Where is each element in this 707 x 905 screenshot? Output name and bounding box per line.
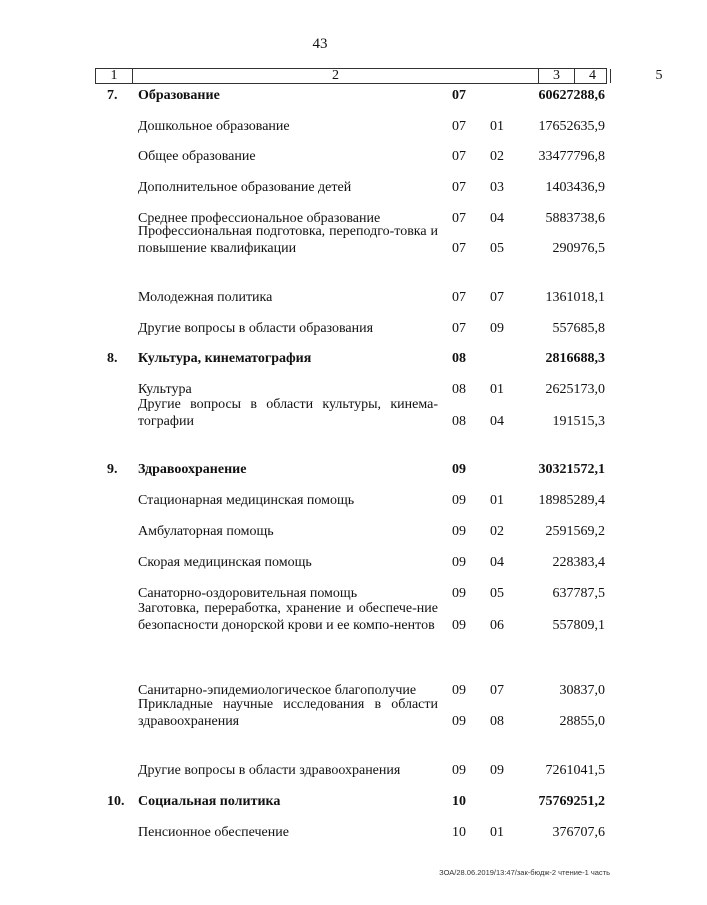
row-name: Прикладные научные исследования в области здравоохранения bbox=[138, 697, 438, 729]
amount: 28855,0 bbox=[559, 714, 605, 729]
subsection-code: 01 bbox=[490, 119, 504, 134]
subsection-code: 05 bbox=[490, 586, 504, 601]
row-number: 8. bbox=[107, 351, 118, 366]
amount: 557809,1 bbox=[552, 618, 605, 633]
subsection-code: 09 bbox=[490, 763, 504, 778]
subsection-code: 01 bbox=[490, 493, 504, 508]
row-name: Другие вопросы в области здравоохранения bbox=[138, 763, 401, 778]
header-col-3: 3 bbox=[553, 68, 560, 83]
section-code: 07 bbox=[452, 241, 466, 256]
row-name: Санаторно-оздоровительная помощь bbox=[138, 586, 358, 601]
subsection-code: 09 bbox=[490, 321, 504, 336]
amount: 5883738,6 bbox=[545, 211, 605, 226]
header-col-4: 4 bbox=[589, 68, 596, 83]
row-name: Образование bbox=[138, 88, 220, 103]
section-code: 07 bbox=[452, 290, 466, 305]
subsection-code: 03 bbox=[490, 180, 504, 195]
section-code: 08 bbox=[452, 382, 466, 397]
section-code: 07 bbox=[452, 211, 466, 226]
subsection-code: 06 bbox=[490, 618, 504, 633]
header-col-1: 1 bbox=[110, 68, 118, 83]
subsection-code: 07 bbox=[490, 290, 504, 305]
subsection-code: 08 bbox=[490, 714, 504, 729]
amount: 557685,8 bbox=[552, 321, 605, 336]
section-code: 09 bbox=[452, 763, 466, 778]
subsection-code: 04 bbox=[490, 555, 504, 570]
row-number: 7. bbox=[107, 88, 118, 103]
amount: 33477796,8 bbox=[538, 149, 605, 164]
section-code: 09 bbox=[452, 462, 466, 477]
subsection-code: 07 bbox=[490, 683, 504, 698]
amount: 376707,6 bbox=[552, 825, 605, 840]
amount: 18985289,4 bbox=[538, 493, 605, 508]
row-name: Пенсионное обеспечение bbox=[138, 825, 289, 840]
row-name: Заготовка, переработка, хранение и обеспече-ние безопасности донорской крови и ее компо-нентов bbox=[138, 601, 438, 633]
amount: 2591569,2 bbox=[545, 524, 605, 539]
amount: 2816688,3 bbox=[545, 351, 605, 366]
row-name: Амбулаторная помощь bbox=[138, 524, 274, 539]
section-code: 08 bbox=[452, 414, 466, 429]
amount: 228383,4 bbox=[552, 555, 605, 570]
footer-stamp: ЗОА/28.06.2019/13:47/зак-бюдж-2 чтение-1 часть bbox=[439, 868, 610, 877]
section-code: 09 bbox=[452, 618, 466, 633]
amount: 1403436,9 bbox=[545, 180, 605, 195]
row-name: Молодежная политика bbox=[138, 290, 273, 305]
row-name: Общее образование bbox=[138, 149, 256, 164]
row-name: Другие вопросы в области образования bbox=[138, 321, 374, 336]
section-code: 09 bbox=[452, 714, 466, 729]
row-number: 9. bbox=[107, 462, 118, 477]
row-name: Дошкольное образование bbox=[138, 119, 290, 134]
row-name: Здравоохранение bbox=[138, 462, 247, 477]
section-code: 07 bbox=[452, 119, 466, 134]
section-code: 09 bbox=[452, 524, 466, 539]
table-header bbox=[95, 68, 663, 84]
row-name: Стационарная медицинская помощь bbox=[138, 493, 355, 508]
row-name: Скорая медицинская помощь bbox=[138, 555, 312, 570]
section-code: 09 bbox=[452, 683, 466, 698]
amount: 60627288,6 bbox=[538, 88, 605, 103]
subsection-code: 02 bbox=[490, 149, 504, 164]
amount: 2625173,0 bbox=[545, 382, 605, 397]
amount: 30321572,1 bbox=[538, 462, 605, 477]
section-code: 10 bbox=[452, 825, 466, 840]
header-col-5: 5 bbox=[655, 68, 663, 83]
section-code: 09 bbox=[452, 555, 466, 570]
row-name: Культура bbox=[138, 382, 192, 397]
page-number: 43 bbox=[312, 36, 328, 52]
row-name: Профессиональная подготовка, переподго-товка и повышение квалификации bbox=[138, 224, 438, 256]
amount: 30837,0 bbox=[559, 683, 605, 698]
amount: 1361018,1 bbox=[545, 290, 605, 305]
amount: 75769251,2 bbox=[538, 794, 605, 809]
section-code: 08 bbox=[452, 351, 466, 366]
row-name: Социальная политика bbox=[138, 794, 281, 809]
row-name: Культура, кинематография bbox=[138, 351, 312, 366]
subsection-code: 02 bbox=[490, 524, 504, 539]
section-code: 10 bbox=[452, 794, 466, 809]
section-code: 09 bbox=[452, 586, 466, 601]
subsection-code: 01 bbox=[490, 825, 504, 840]
amount: 637787,5 bbox=[552, 586, 605, 601]
subsection-code: 04 bbox=[490, 211, 504, 226]
amount: 191515,3 bbox=[552, 414, 605, 429]
row-number: 10. bbox=[107, 794, 125, 809]
row-name: Дополнительное образование детей bbox=[138, 180, 352, 195]
row-name: Другие вопросы в области культуры, кинема-тографии bbox=[138, 397, 438, 429]
header-col-2: 2 bbox=[332, 68, 339, 83]
row-name: Среднее профессиональное образование bbox=[138, 211, 381, 226]
amount: 7261041,5 bbox=[545, 763, 605, 778]
section-code: 09 bbox=[452, 493, 466, 508]
subsection-code: 05 bbox=[490, 241, 504, 256]
section-code: 07 bbox=[452, 149, 466, 164]
amount: 17652635,9 bbox=[538, 119, 605, 134]
section-code: 07 bbox=[452, 88, 466, 103]
subsection-code: 01 bbox=[490, 382, 504, 397]
amount: 290976,5 bbox=[552, 241, 605, 256]
subsection-code: 04 bbox=[490, 414, 504, 429]
section-code: 07 bbox=[452, 321, 466, 336]
row-name: Санитарно-эпидемиологическое благополучие bbox=[138, 683, 417, 698]
section-code: 07 bbox=[452, 180, 466, 195]
